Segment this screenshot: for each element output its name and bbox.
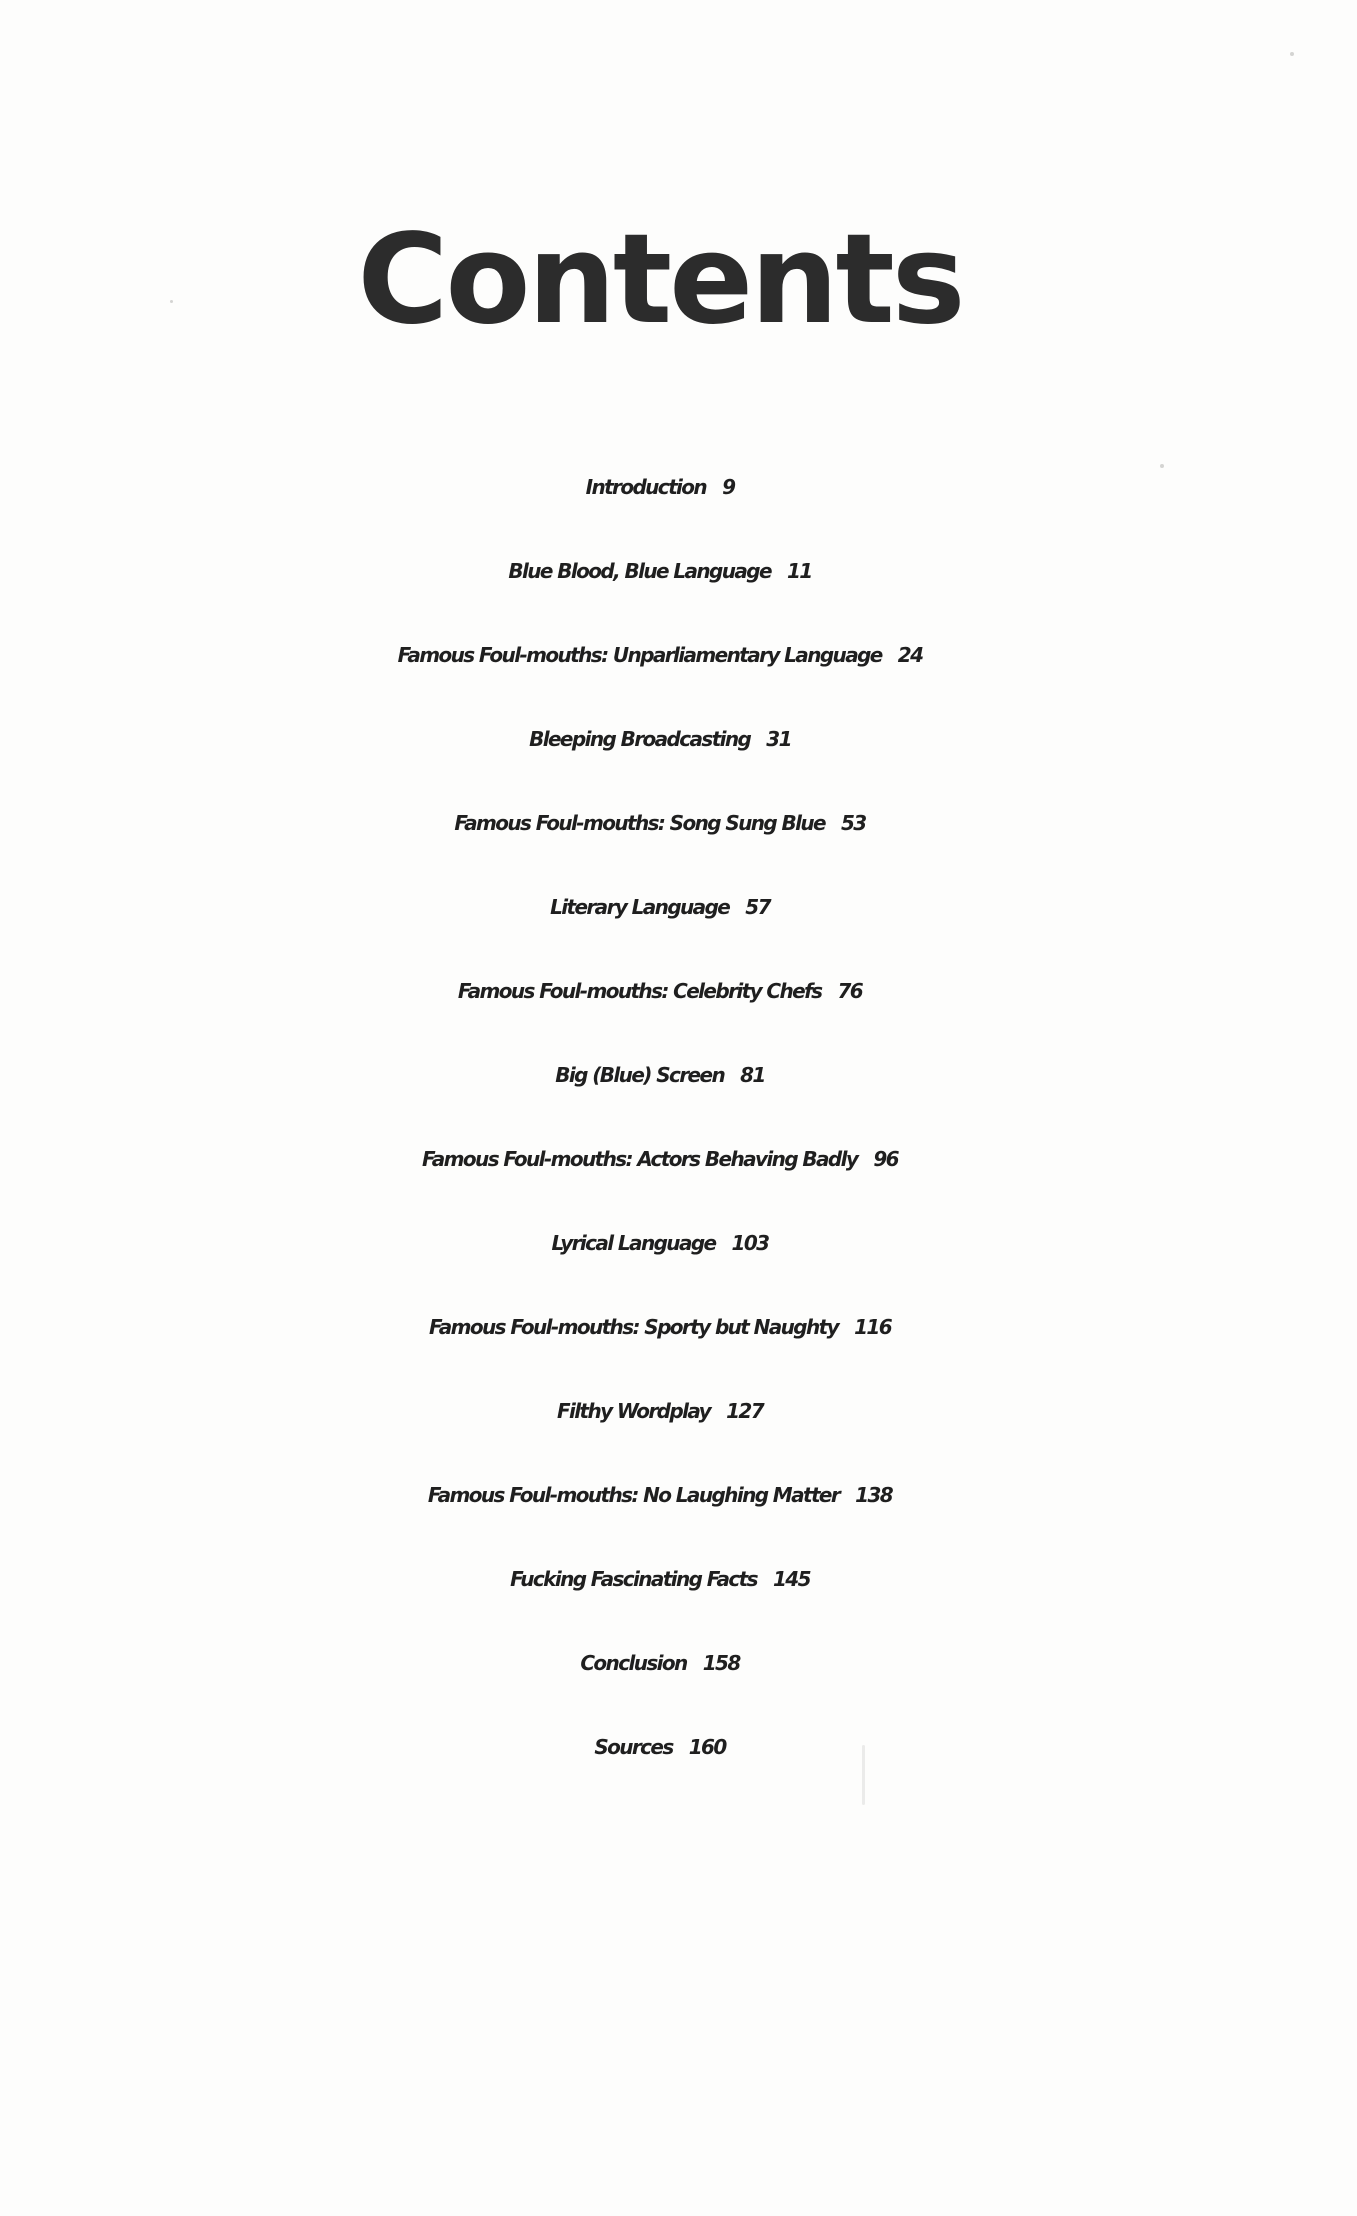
scan-speck [1290, 52, 1294, 56]
toc-entry-title: Sources [594, 1735, 673, 1759]
toc-entry-title: Famous Foul-mouths: Celebrity Chefs [457, 979, 822, 1003]
toc-entry-title: Literary Language [550, 895, 730, 919]
toc-entry [0, 1453, 1320, 1537]
toc-entry [0, 1033, 1320, 1117]
toc-entry-page: 81 [740, 1063, 765, 1087]
toc-entry-page: 145 [772, 1567, 810, 1591]
toc-entry [0, 1369, 1320, 1453]
toc-entry-page: 57 [745, 895, 770, 919]
toc-entry [0, 529, 1320, 613]
table-of-contents [0, 445, 1320, 1789]
toc-entry [0, 1201, 1320, 1285]
toc-entry [0, 1621, 1320, 1705]
toc-entry-title: Big (Blue) Screen [555, 1063, 725, 1087]
toc-entry-page: 9 [722, 475, 735, 499]
toc-entry [0, 445, 1320, 529]
toc-entry-page: 103 [731, 1231, 769, 1255]
toc-entry [0, 1117, 1320, 1201]
toc-entry-title: Bleeping Broadcasting [529, 727, 751, 751]
toc-entry-title: Filthy Wordplay [556, 1399, 711, 1423]
toc-entry-page: 116 [854, 1315, 892, 1339]
toc-entry [0, 949, 1320, 1033]
scan-speck [862, 1745, 865, 1805]
toc-entry-title: Famous Foul-mouths: Sporty but Naughty [428, 1315, 839, 1339]
toc-entry-page: 53 [840, 811, 866, 835]
toc-entry [0, 1705, 1320, 1789]
toc-entry [0, 1285, 1320, 1369]
toc-entry [0, 865, 1320, 949]
toc-entry-title: Famous Foul-mouths: Unparliamentary Language [397, 643, 882, 667]
toc-entry-page: 138 [855, 1483, 893, 1507]
page-title: Contents [357, 208, 963, 352]
toc-entry-title: Blue Blood, Blue Language [508, 559, 771, 583]
toc-entry-page: 127 [726, 1399, 764, 1423]
toc-entry-page: 160 [688, 1735, 726, 1759]
toc-entry-page: 11 [786, 559, 812, 583]
toc-entry-title: Fucking Fascinating Facts [510, 1567, 757, 1591]
toc-entry-title: Famous Foul-mouths: No Laughing Matter [427, 1483, 840, 1507]
toc-entry-page: 24 [897, 643, 923, 667]
scan-speck [170, 300, 173, 303]
toc-entry [0, 613, 1320, 697]
toc-entry [0, 697, 1320, 781]
toc-entry [0, 1537, 1320, 1621]
toc-entry-page: 76 [837, 979, 863, 1003]
scan-speck [1160, 464, 1164, 468]
toc-entry [0, 781, 1320, 865]
toc-entry-title: Famous Foul-mouths: Actors Behaving Badly [422, 1147, 858, 1171]
toc-entry-title: Introduction [585, 475, 707, 499]
toc-entry-title: Lyrical Language [551, 1231, 716, 1255]
toc-entry-page: 158 [702, 1651, 740, 1675]
toc-entry-title: Conclusion [580, 1651, 687, 1675]
toc-entry-page: 31 [766, 727, 791, 751]
toc-entry-page: 96 [873, 1147, 898, 1171]
toc-entry-title: Famous Foul-mouths: Song Sung Blue [454, 811, 825, 835]
